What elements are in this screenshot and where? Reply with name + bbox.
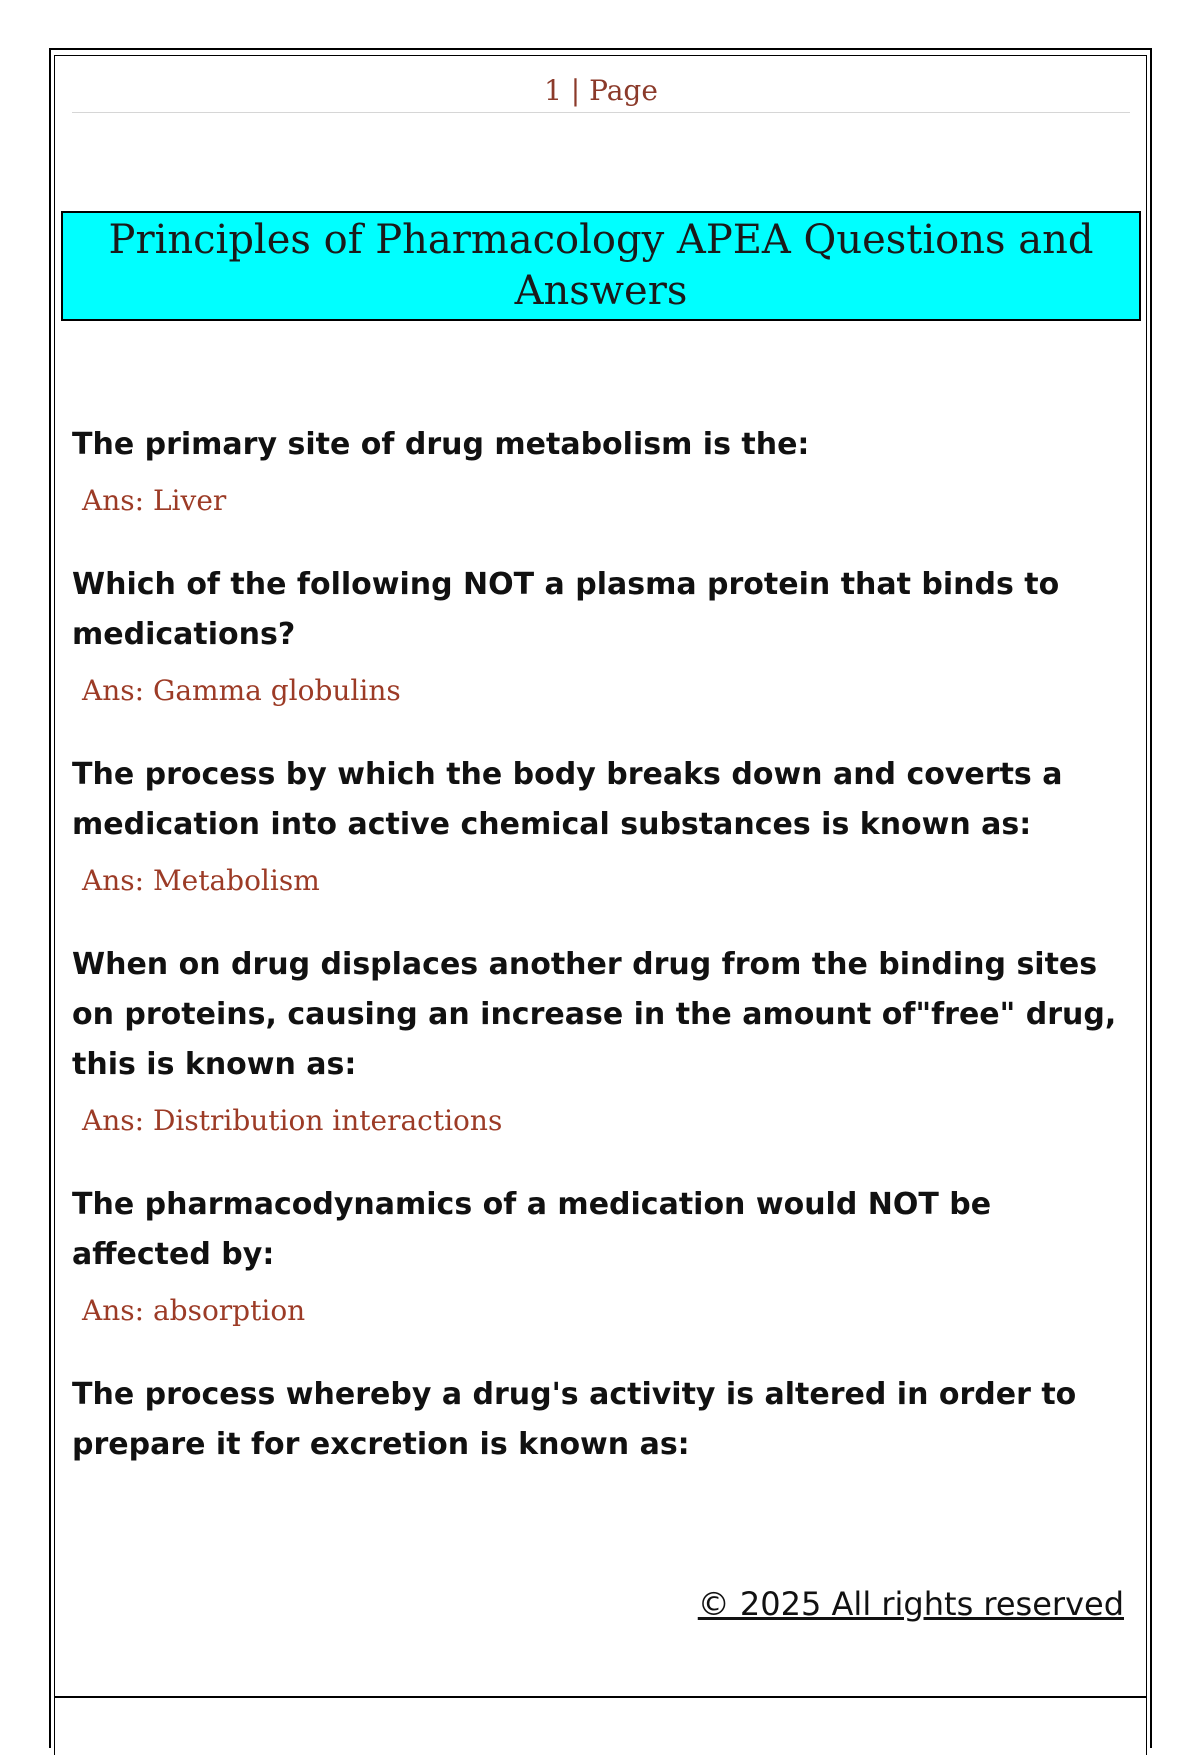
- answer-text: Ans: Liver: [82, 484, 227, 517]
- question-text: The primary site of drug metabolism is the:: [72, 427, 810, 462]
- question-text: The process whereby a drug's activity is altered in order to prepare it for excretion is known as:: [72, 1377, 1077, 1462]
- qa-item-6: [72, 1370, 1132, 1470]
- answer-text: Ans: absorption: [82, 1294, 306, 1327]
- qa-item-5: [72, 1180, 1132, 1332]
- qa-item-3: [72, 750, 1132, 902]
- page-number-header: [72, 70, 1130, 113]
- qa-list: [72, 420, 1132, 1470]
- qa-item-1: [72, 420, 1132, 522]
- answer-text: Ans: Distribution interactions: [82, 1104, 503, 1137]
- page-number-label: 1 | Page: [544, 74, 658, 107]
- page-bottom-border: [54, 1696, 1147, 1698]
- question-text: The process by which the body breaks down and coverts a medication into active chemical substances is known as:: [72, 757, 1063, 842]
- copyright-notice: © 2025 All rights reserved: [697, 1585, 1124, 1623]
- document-title-banner: [61, 211, 1141, 321]
- question-text: When on drug displaces another drug from the binding sites on proteins, causing an increase in the amount of"free" drug, this is known as:: [72, 947, 1117, 1082]
- qa-item-4: [72, 940, 1132, 1142]
- document-title: Principles of Pharmacology APEA Questions and Answers: [108, 217, 1094, 314]
- question-text: The pharmacodynamics of a medication would NOT be affected by:: [72, 1187, 992, 1272]
- question-text: Which of the following NOT a plasma protein that binds to medications?: [72, 567, 1060, 652]
- qa-item-2: [72, 560, 1132, 712]
- answer-text: Ans: Gamma globulins: [82, 674, 401, 707]
- answer-text: Ans: Metabolism: [82, 864, 320, 897]
